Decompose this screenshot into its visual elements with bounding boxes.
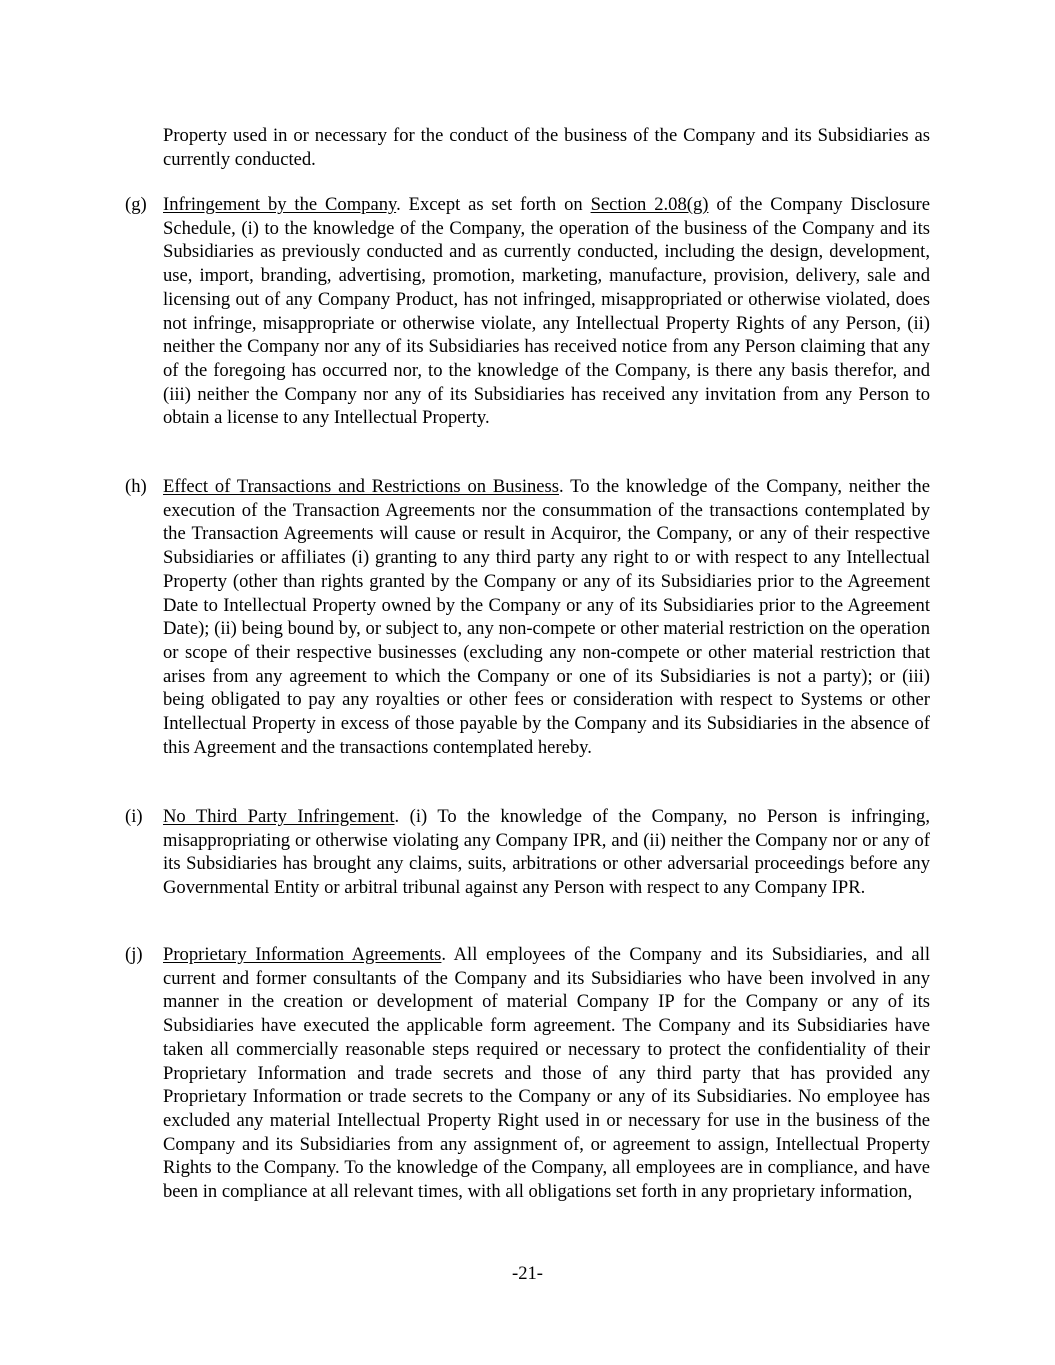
section-h-body <box>163 475 930 759</box>
section-g <box>125 193 930 430</box>
section-h <box>125 475 930 759</box>
section-g-text-a: . Except as set forth on <box>396 194 591 215</box>
section-j <box>125 943 930 1204</box>
page-number: -21- <box>512 1263 543 1284</box>
section-j-label: (j) <box>125 944 143 965</box>
section-j-text: . All employees of the Company and its Subsidiaries, and all current and former consultants of the Company and its Subsidiaries who have been involved in any manner in the creation or development of material Company IP for the Company or any of its Subsidiaries have executed the applicable form agreement. The Company and its Subsidiaries have taken all commercially reasonable steps required or necessary to protect the confidentiality of their Proprietary Information and trade secrets and those of any third party that has provided any Proprietary Information or trade secrets to the Company or any of its Subsidiaries. No employee has excluded any material Intellectual Property Right used in or necessary for use in the business of the Company and its Subsidiaries from any assignment of, or agreement to assign, Intellectual Property Rights to the Company. To the knowledge of the Company, all employees are in compliance, and have been in compliance at all relevant times, with all obligations set forth in any proprietary information, <box>163 944 930 1203</box>
section-h-text: . To the knowledge of the Company, neither the execution of the Transaction Agreements nor the consummation of the transactions contemplated by the Transaction Agreements will cause or result in Acquiror, the Company, or any of their respective Subsidiaries or affiliates (i) granting to any third party any right to or with respect to any Intellectual Property (other than rights granted by the Company or any of its Subsidiaries prior to the Agreement Date to Intellectual Property owned by the Company or any of its Subsidiaries prior to the Agreement Date); (ii) being bound by, or subject to, any non-compete or other material restriction on the operation or scope of their respective businesses (excluding any non-compete or other material restriction that arises from any agreement to which the Company or one of its Subsidiaries is not a party); or (iii) being obligated to pay any royalties or other fees or consideration with respect to Systems or other Intellectual Property in excess of those payable by the Company and its Subsidiaries in the absence of this Agreement and the transactions contemplated hereby. <box>163 476 930 758</box>
section-j-body <box>163 943 930 1204</box>
section-g-label: (g) <box>125 194 147 215</box>
section-g-heading: Infringement by the Company <box>163 194 397 215</box>
section-i-text: . (i) To the knowledge of the Company, no Person is infringing, misappropriating or otherwise violating any Company IPR, and (ii) neither the Company nor or any of its Subsidiaries has brought any claims, suits, arbitrations or other adversarial proceedings before any Governmental Entity or arbitral tribunal against any Person with respect to any Company IPR. <box>163 806 930 899</box>
section-j-heading: Proprietary Information Agreements <box>163 944 442 965</box>
section-h-label: (h) <box>125 476 147 497</box>
intro-paragraph: Property used in or necessary for the conduct of the business of the Company and its Subsidiaries as currently conducted. <box>163 125 930 170</box>
section-g-body <box>163 193 930 430</box>
section-i <box>125 805 930 900</box>
section-i-label: (i) <box>125 806 143 827</box>
section-i-heading: No Third Party Infringement <box>163 806 395 827</box>
section-i-body <box>163 805 930 900</box>
section-g-text-b: of the Company Disclosure Schedule, (i) to the knowledge of the Company, the operation of the business of the Company and its Subsidiaries as previously conducted and as currently conducted, including the design, development, use, import, branding, advertising, promotion, marketing, manufacture, provision, delivery, sale and licensing out of any Company Product, has not infringed, misappropriated or otherwise violated, does not infringe, misappropriate or otherwise violate, any Intellectual Property Rights of any Person, (ii) neither the Company nor any of its Subsidiaries has received notice from any Person claiming that any of the foregoing has occurred nor, to the knowledge of the Company, is there any basis therefor, and (iii) neither the Company nor any of its Subsidiaries has received any invitation from any Person to obtain a license to any Intellectual Property. <box>163 194 930 429</box>
section-g-reference: Section 2.08(g) <box>590 194 709 215</box>
section-h-heading: Effect of Transactions and Restrictions on Business <box>163 476 560 497</box>
